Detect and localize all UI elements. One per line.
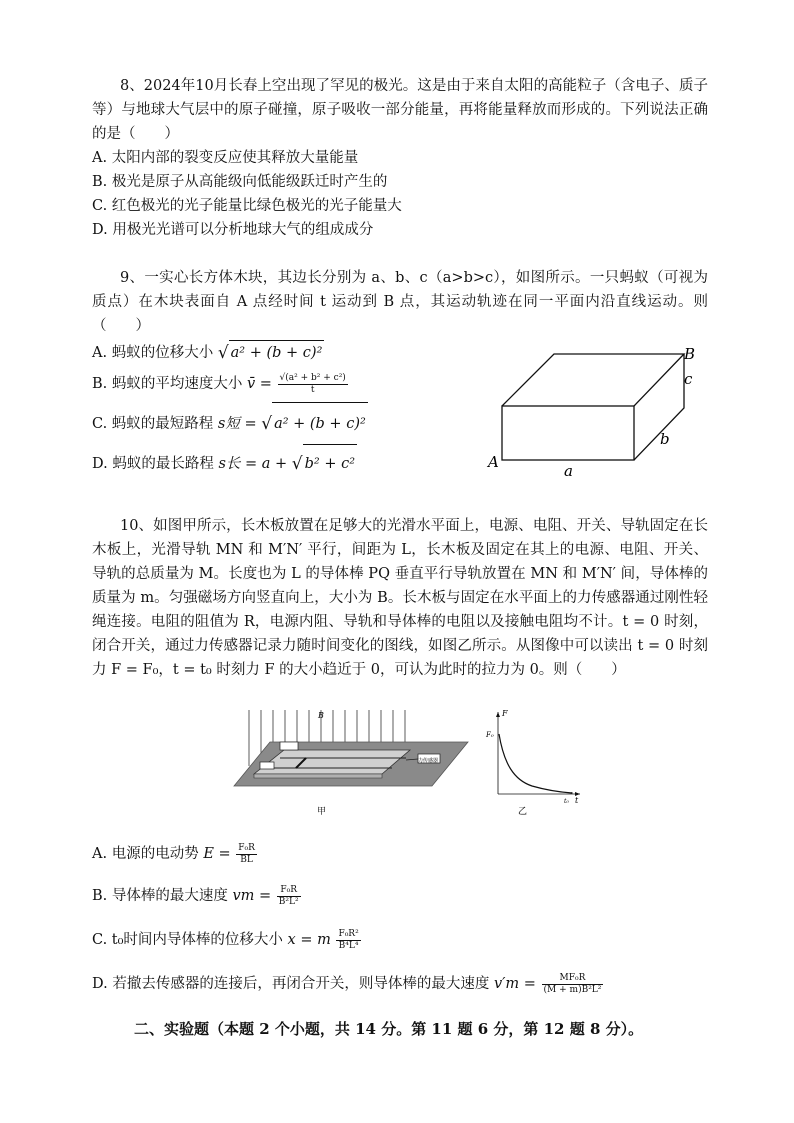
question-10-stem: 10、如图甲所示，长木板放置在足够大的光滑水平面上，电源、电阻、开关、导轨固定在长木板上，光滑导轨 MN 和 M′N′ 平行，间距为 L，长木板及固定在其上的电源、电阻、开关、导轨的总质量为 M。长度也为 L 的导体棒 PQ 垂直平行导轨放置在 MN 和 M′N′ 间，导体棒的质量为 m。匀强磁场方向竖直向上，大小为 B。长木板与固定在水平面上的力传感器通过刚性轻绳连接。电阻的阻值为 R，电源内阻、导轨和导体棒的电阻以及接触电阻均不计。t = 0 时刻，闭合开关，通过力传感器记录力随时间变化的图线，如图乙所示。从图像中可以读出 t = 0 时刻力 F = F₀，t = t₀ 时刻力 F 的大小趋近于 0，可认为此时的拉力为 0。则（ ）	[92, 518, 708, 678]
fraction-numerator: MF₀R	[542, 973, 604, 985]
point-a-label: A	[488, 453, 499, 471]
figure-yi-caption: 乙	[518, 807, 528, 817]
resistor	[260, 762, 274, 769]
edge-b-label: b	[660, 430, 670, 448]
edge-a-label: a	[564, 462, 573, 480]
option-b-lhs: vm =	[232, 888, 272, 904]
fraction-denominator: BL	[240, 854, 253, 865]
option-c-lhs: s短 =	[217, 415, 257, 432]
sqrt-sign: √	[261, 413, 273, 434]
fraction-numerator: F₀R	[277, 885, 301, 897]
force-time-graph	[484, 706, 588, 818]
section-2-heading: 二、实验题（本题 2 个小题，共 14 分。第 11 题 6 分，第 12 题 8 分）。	[134, 1020, 644, 1038]
question-8-option-b: B. 极光是原子从高能级向低能级跃迁时产生的	[92, 174, 388, 190]
cuboid-top-face	[502, 354, 684, 406]
question-10	[92, 514, 708, 682]
option-c-fraction	[336, 929, 360, 952]
option-b-lhs: v̄ =	[246, 376, 272, 392]
option-d-lhs: s长 = a +	[218, 455, 288, 472]
question-10-option-c	[92, 918, 708, 962]
question-9-stem: 9、一实心长方体木块，其边长分别为 a、b、c（a>b>c），如图所示。一只蚂蚁（可视为质点）在木块表面自 A 点经时间 t 运动到 B 点，其运动轨迹在同一平面内沿直线运动。则（ ）	[92, 270, 708, 334]
option-a-text: A. 电源的电动势	[92, 846, 199, 862]
question-8-stem: 8、2024年10月长春上空出现了罕见的极光。这是由于来自太阳的高能粒子（含电子、质子等）与地球大气层中的原子碰撞，原子吸收一部分能量，再将能量释放而形成的。下列说法正确的是（ ）	[92, 78, 708, 142]
force-decay-curve	[499, 734, 572, 793]
sqrt-sign: √	[217, 342, 229, 363]
option-c-formula: a² + (b + c)²	[272, 402, 368, 445]
question-8-option-a: A. 太阳内部的裂变反应使其释放大量能量	[92, 150, 359, 166]
cuboid-front-face	[502, 406, 634, 460]
option-a-lhs: E =	[203, 846, 231, 862]
option-b-text: B. 蚂蚁的平均速度大小	[92, 376, 243, 392]
option-b-text: B. 导体棒的最大速度	[92, 888, 228, 904]
sqrt-sign: √	[291, 453, 303, 474]
fraction-denominator: t	[310, 384, 315, 395]
fraction-denominator: B⁴L⁴	[338, 940, 359, 951]
fraction-denominator: B²L²	[278, 896, 299, 907]
question-10-options	[92, 834, 708, 1006]
option-d-text: D. 若撤去传感器的连接后，再闭合开关，则导体棒的最大速度	[92, 976, 490, 992]
fraction-numerator: √(a² + b² + c²)	[279, 372, 346, 383]
edge-c-label: c	[684, 370, 693, 388]
field-label: B	[318, 711, 324, 720]
cuboid-figure	[484, 340, 704, 480]
cuboid-right-face	[634, 354, 684, 460]
question-8-option-d: D. 用极光光谱可以分析地球大气的组成成分	[92, 222, 374, 238]
option-d-text: D. 蚂蚁的最长路程	[92, 455, 214, 472]
graph-t0-tick: t₀	[564, 798, 569, 805]
sensor-label: 力传感器	[418, 758, 439, 764]
fraction-numerator: F₀R	[238, 842, 255, 853]
question-10-option-b	[92, 874, 708, 918]
figure-jia-caption: 甲	[317, 807, 327, 817]
option-b-fraction	[277, 885, 301, 908]
option-d-lhs: v′m =	[493, 976, 536, 992]
option-d-formula: b² + c²	[303, 444, 357, 483]
graph-x-label: t	[575, 796, 579, 805]
fraction-denominator: (M + m)B²L²	[543, 984, 602, 995]
fraction-numerator: F₀R²	[338, 928, 359, 939]
question-8-option-c: C. 红色极光的光子能量比绿色极光的光子能量大	[92, 198, 402, 214]
option-a-fraction	[236, 843, 257, 866]
option-a-text: A. 蚂蚁的位移大小	[92, 344, 214, 361]
apparatus-figure	[214, 706, 474, 818]
graph-f0-tick: F₀	[486, 731, 494, 739]
question-8	[92, 74, 708, 242]
option-c-lhs: x = m	[287, 932, 331, 948]
option-b-fraction	[278, 373, 348, 396]
option-c-text: C. t₀时间内导体棒的位移大小	[92, 932, 283, 948]
option-a-formula: a² + (b + c)²	[229, 340, 325, 365]
option-c-text: C. 蚂蚁的最短路程	[92, 415, 214, 432]
point-b-label: B	[684, 345, 696, 363]
question-10-option-a	[92, 834, 708, 874]
graph-y-label: F	[502, 709, 508, 718]
option-d-fraction	[542, 973, 604, 996]
question-10-option-d	[92, 962, 708, 1006]
battery	[280, 742, 298, 750]
